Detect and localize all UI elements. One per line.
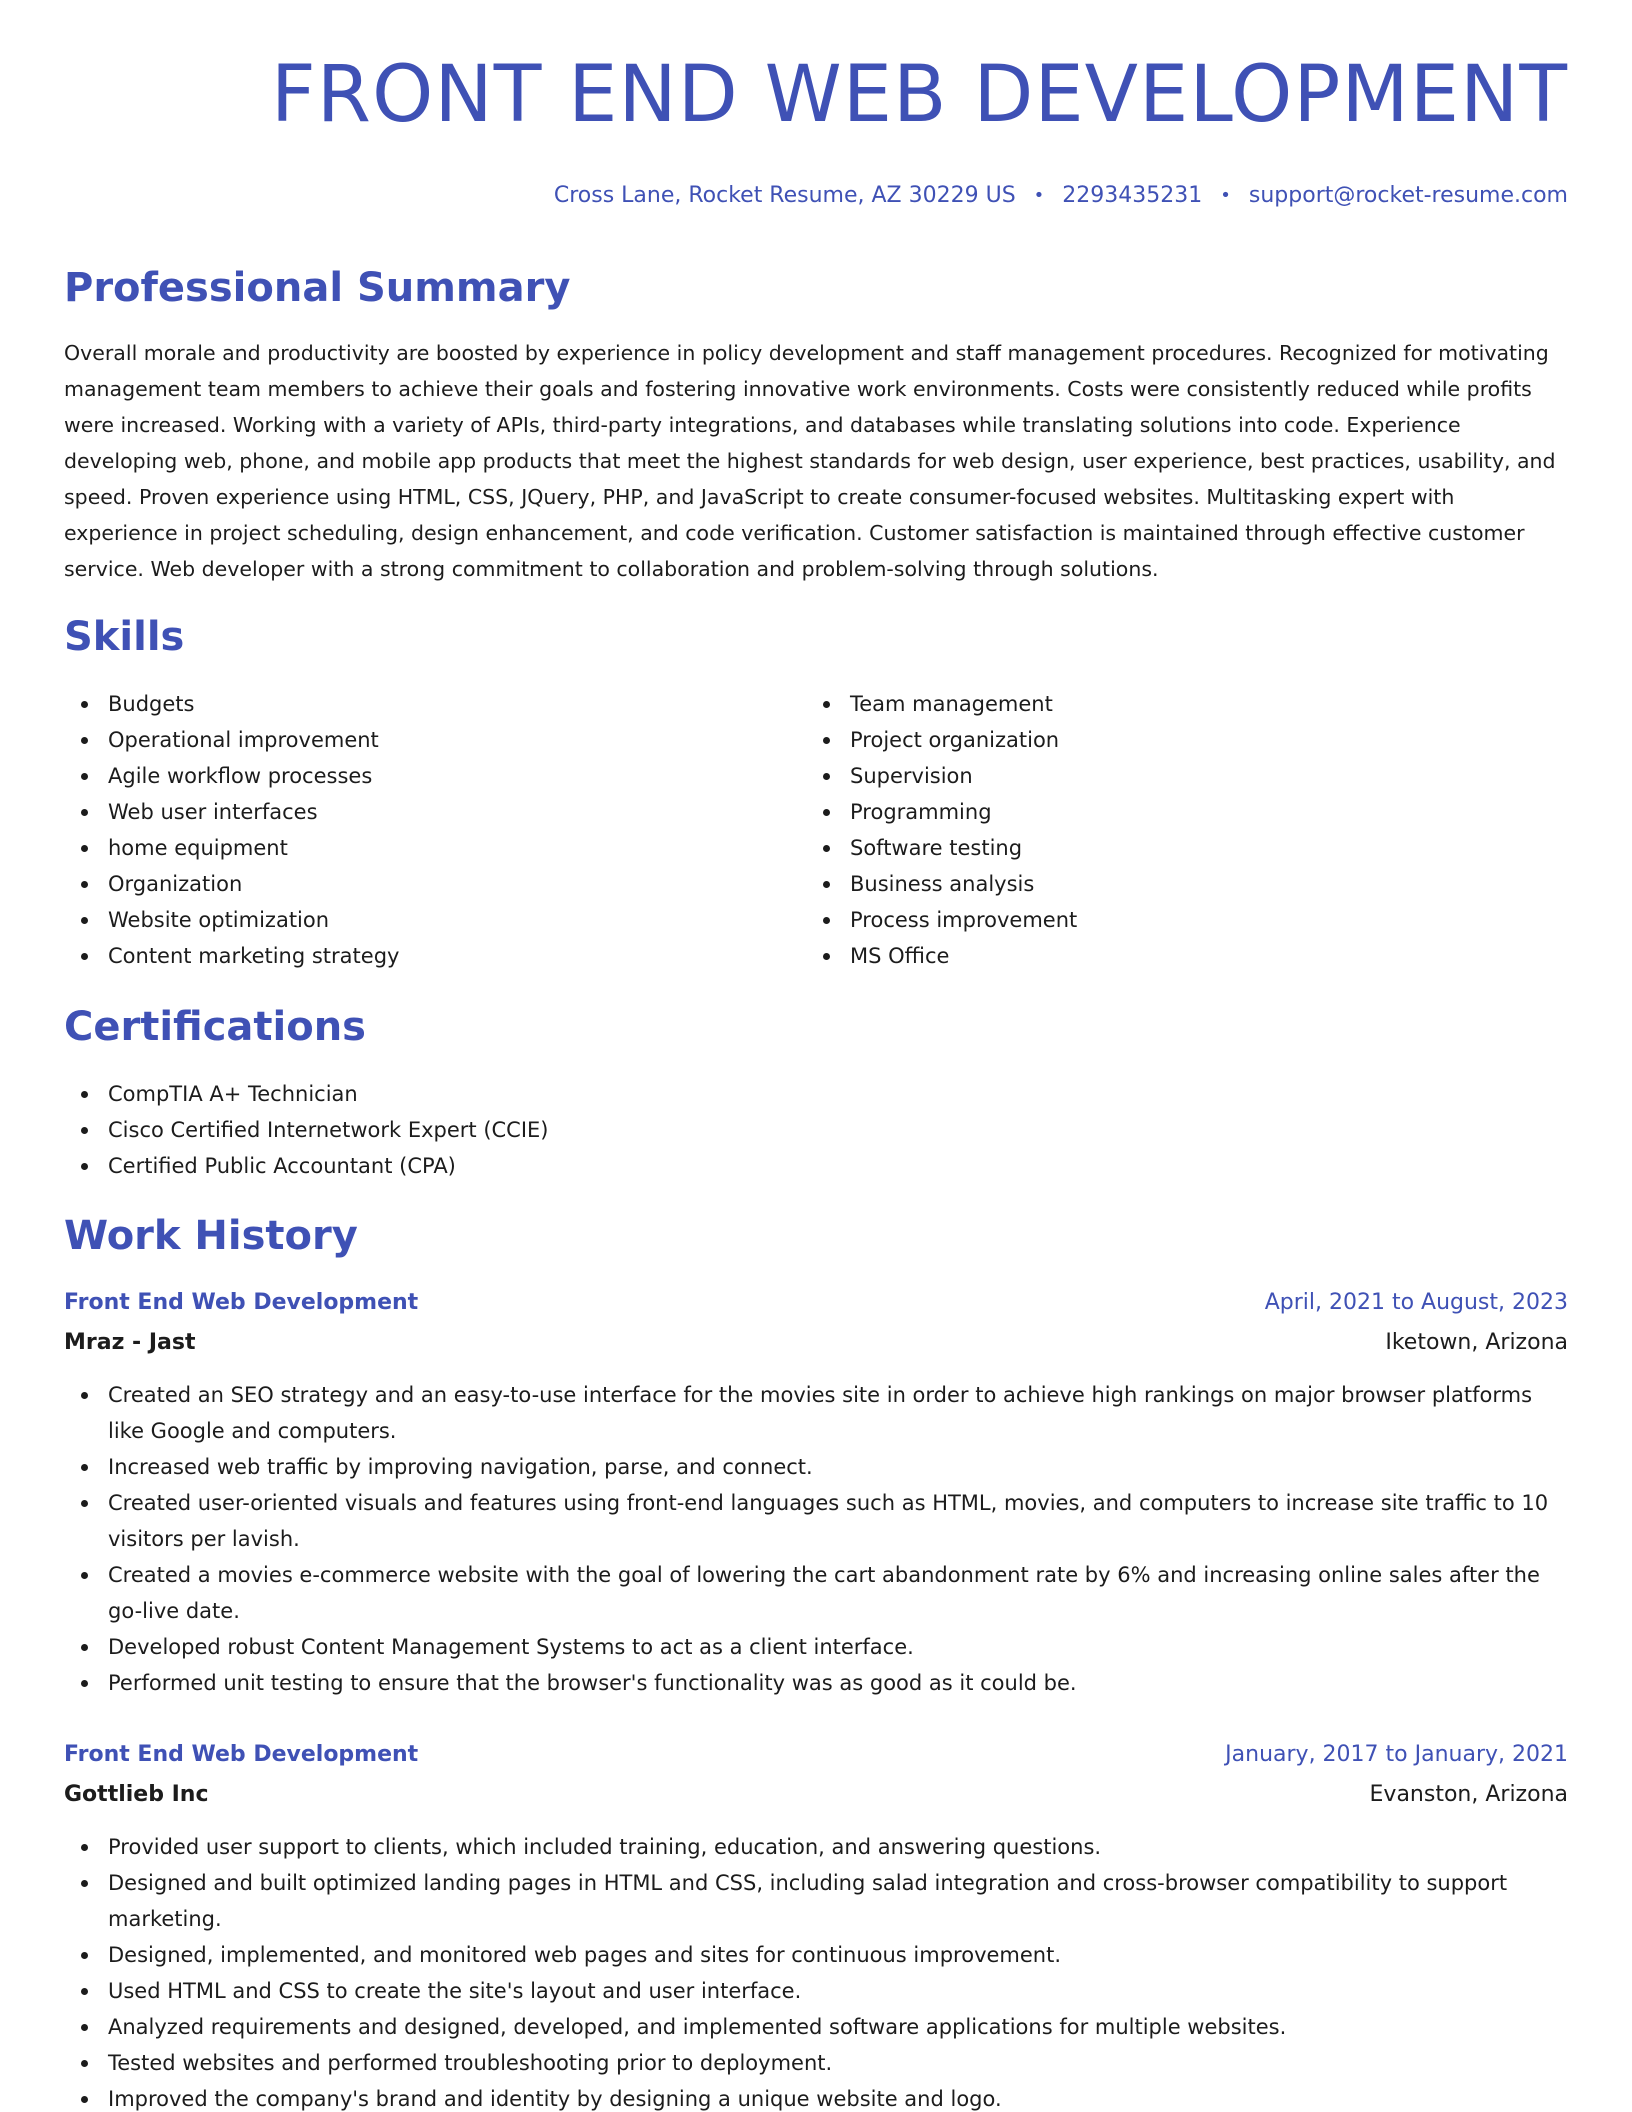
job-bullet: Tested websites and performed troubleshooting prior to deployment. bbox=[64, 2045, 1568, 2081]
skill-item: Budgets bbox=[64, 686, 399, 722]
job-bullet: Used HTML and CSS to create the site's layout and user interface. bbox=[64, 1973, 1568, 2009]
certification-item: CompTIA A+ Technician bbox=[64, 1076, 549, 1112]
skill-item: Organization bbox=[64, 866, 399, 902]
certification-item: Certified Public Accountant (CPA) bbox=[64, 1148, 549, 1184]
job-bullet: Provided user support to clients, which included training, education, and answering questions. bbox=[64, 1829, 1568, 1865]
job-company: Mraz - Jast bbox=[64, 1330, 196, 1355]
job-title: Front End Web Development bbox=[64, 1290, 419, 1315]
skill-item: Team management bbox=[806, 686, 1077, 722]
certification-item: Cisco Certified Internetwork Expert (CCIE) bbox=[64, 1112, 549, 1148]
skill-item: home equipment bbox=[64, 830, 399, 866]
skills-list-right bbox=[806, 686, 1077, 974]
job-bullet: Analyzed requirements and designed, developed, and implemented software applications for multiple websites. bbox=[64, 2009, 1568, 2045]
phone[interactable]: 2293435231 bbox=[1062, 183, 1203, 208]
skill-item: Project organization bbox=[806, 722, 1077, 758]
job-location: Evanston, Arizona bbox=[1369, 1782, 1568, 1807]
skill-item: Web user interfaces bbox=[64, 794, 399, 830]
job-bullet: Created a movies e-commerce website with the goal of lowering the cart abandonment rate by 6% and increasing online sales after the go-live date. bbox=[64, 1557, 1568, 1629]
job-bullet: Increased web traffic by improving navigation, parse, and connect. bbox=[64, 1449, 1568, 1485]
certifications-heading: Certifications bbox=[64, 1004, 366, 1050]
address: Cross Lane, Rocket Resume, AZ 30229 US bbox=[553, 183, 1016, 208]
skill-item: Process improvement bbox=[806, 902, 1077, 938]
job-dates: April, 2021 to August, 2023 bbox=[1264, 1290, 1568, 1315]
job-bullets bbox=[64, 1829, 1568, 2112]
job-dates: January, 2017 to January, 2021 bbox=[1225, 1742, 1568, 1767]
job-title: Front End Web Development bbox=[64, 1742, 419, 1767]
skill-item: Agile workflow processes bbox=[64, 758, 399, 794]
summary-text: Overall morale and productivity are boosted by experience in policy development and staff management procedures. Recognized for motivating management team members to achieve their goals and fostering innovative work environments. Costs were consistently reduced while profits were increased. Working with a variety of APIs, third-party integrations, and databases while translating solutions into code. Experience developing web, phone, and mobile app products that meet the highest standards for web design, user experience, best practices, usability, and speed. Proven experience using HTML, CSS, JQuery, PHP, and JavaScript to create consumer-focused websites. Multitasking expert with experience in project scheduling, design enhancement, and code verification. Customer satisfaction is maintained through effective customer service. Web developer with a strong commitment to collaboration and problem-solving through solutions. bbox=[64, 341, 1556, 581]
skills-heading: Skills bbox=[64, 614, 185, 660]
summary-heading: Professional Summary bbox=[64, 265, 571, 311]
job-bullet: Created user-oriented visuals and features using front-end languages such as HTML, movies, and computers to increase site traffic to 10 visitors per lavish. bbox=[64, 1485, 1568, 1557]
skill-item: Operational improvement bbox=[64, 722, 399, 758]
job-bullet: Performed unit testing to ensure that the browser's functionality was as good as it could be. bbox=[64, 1665, 1568, 1701]
job-company: Gottlieb Inc bbox=[64, 1782, 209, 1807]
email[interactable]: support@rocket-resume.com bbox=[1248, 183, 1568, 208]
skill-item: Supervision bbox=[806, 758, 1077, 794]
job-bullets bbox=[64, 1377, 1568, 1701]
certifications-list bbox=[64, 1076, 549, 1184]
separator-dot: • bbox=[1033, 185, 1045, 206]
skill-item: Business analysis bbox=[806, 866, 1077, 902]
skill-item: Software testing bbox=[806, 830, 1077, 866]
job-bullet: Improved the company's brand and identity by designing a unique website and logo. bbox=[64, 2081, 1568, 2112]
contact-line bbox=[554, 183, 1568, 208]
job-bullet: Designed and built optimized landing pages in HTML and CSS, including salad integration and cross-browser compatibility to support marketing. bbox=[64, 1865, 1568, 1937]
job-bullet: Created an SEO strategy and an easy-to-use interface for the movies site in order to achieve high rankings on major browser platforms like Google and computers. bbox=[64, 1377, 1568, 1449]
skill-item: Programming bbox=[806, 794, 1077, 830]
job-bullet: Designed, implemented, and monitored web pages and sites for continuous improvement. bbox=[64, 1937, 1568, 1973]
skill-item: Website optimization bbox=[64, 902, 399, 938]
job-location: Iketown, Arizona bbox=[1385, 1330, 1568, 1355]
work-history-heading: Work History bbox=[64, 1213, 358, 1259]
separator-dot: • bbox=[1220, 185, 1231, 206]
skills-list-left bbox=[64, 686, 399, 974]
job-bullet: Developed robust Content Management Systems to act as a client interface. bbox=[64, 1629, 1568, 1665]
skill-item: MS Office bbox=[806, 938, 1077, 974]
resume-title: FRONT END WEB DEVELOPMENT bbox=[270, 50, 1568, 140]
skill-item: Content marketing strategy bbox=[64, 938, 399, 974]
